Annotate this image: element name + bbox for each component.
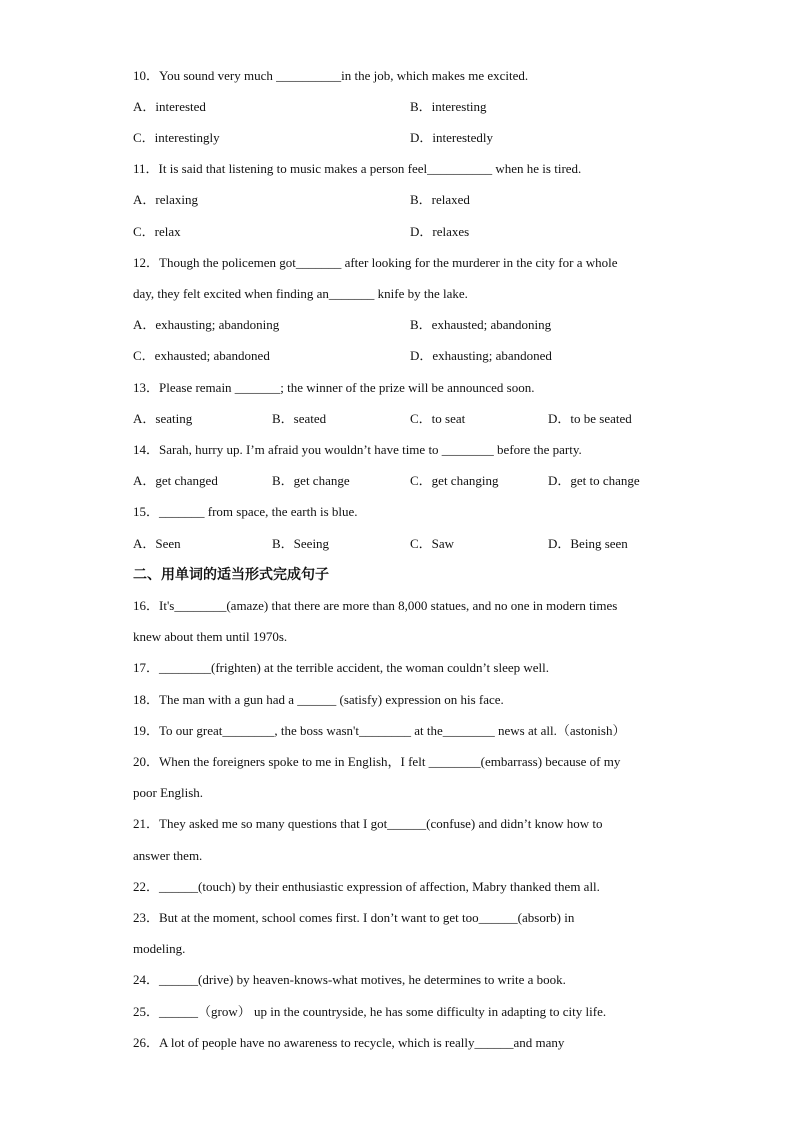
- q14-option-a: A．get changed: [133, 473, 218, 488]
- q11-option-d: D．relaxes: [410, 224, 470, 239]
- q11-option-c: C．relax: [133, 224, 181, 239]
- question-11: 11．It is said that listening to music makes a person feel__________ when he is tired.: [133, 161, 582, 176]
- question-14: 14．Sarah, hurry up. I’m afraid you wouldn’t have time to ________ before the party.: [133, 442, 582, 457]
- question-23-cont: modeling.: [133, 941, 186, 956]
- q11-option-a: A．relaxing: [133, 192, 198, 207]
- question-12-cont: day, they felt excited when finding an_______ knife by the lake.: [133, 286, 468, 301]
- q14-option-b: B．get change: [272, 473, 350, 488]
- q15-option-b: B．Seeing: [272, 536, 330, 551]
- q10-option-d: D．interestedly: [410, 130, 494, 145]
- section-2-heading: 二、用单词的适当形式完成句子: [133, 567, 329, 583]
- question-13: 13．Please remain _______; the winner of the prize will be announced soon.: [133, 380, 535, 395]
- question-19: 19．To our great________, the boss wasn't________ at the________ news at all.（astonish）: [133, 723, 626, 738]
- question-26: 26．A lot of people have no awareness to recycle, which is really______and many: [133, 1035, 565, 1050]
- q14-option-d: D．get to change: [548, 473, 640, 488]
- question-24: 24．______(drive) by heaven-knows-what motives, he determines to write a book.: [133, 972, 566, 987]
- q12-option-a: A．exhausting; abandoning: [133, 317, 280, 332]
- question-20: 20．When the foreigners spoke to me in English，I felt ________(embarrass) because of my: [133, 754, 621, 769]
- q11-option-b: B．relaxed: [410, 192, 470, 207]
- question-16: 16．It's________(amaze) that there are more than 8,000 statues, and no one in modern times: [133, 598, 618, 613]
- question-25: 25．______（grow） up in the countryside, he has some difficulty in adapting to city life.: [133, 1004, 607, 1019]
- question-12: 12．Though the policemen got_______ after looking for the murderer in the city for a whole: [133, 255, 618, 270]
- q13-option-b: B．seated: [272, 411, 327, 426]
- q15-option-c: C．Saw: [410, 536, 455, 551]
- q10-option-c: C．interestingly: [133, 130, 220, 145]
- q13-option-c: C．to seat: [410, 411, 466, 426]
- question-23: 23．But at the moment, school comes first. I don’t want to get too______(absorb) in: [133, 910, 575, 925]
- question-17: 17．________(frighten) at the terrible accident, the woman couldn’t sleep well.: [133, 660, 549, 675]
- question-22: 22．______(touch) by their enthusiastic expression of affection, Mabry thanked them all.: [133, 879, 600, 894]
- q12-option-d: D．exhausting; abandoned: [410, 348, 552, 363]
- q15-option-a: A．Seen: [133, 536, 181, 551]
- question-15: 15．_______ from space, the earth is blue.: [133, 504, 358, 519]
- question-20-cont: poor English.: [133, 785, 204, 800]
- question-18: 18．The man with a gun had a ______ (satisfy) expression on his face.: [133, 692, 504, 707]
- q12-option-c: C．exhausted; abandoned: [133, 348, 270, 363]
- q13-option-a: A．seating: [133, 411, 193, 426]
- q10-option-a: A．interested: [133, 99, 206, 114]
- q14-option-c: C．get changing: [410, 473, 499, 488]
- question-16-cont: knew about them until 1970s.: [133, 629, 288, 644]
- q13-option-d: D．to be seated: [548, 411, 632, 426]
- q12-option-b: B．exhausted; abandoning: [410, 317, 552, 332]
- question-21: 21．They asked me so many questions that I got______(confuse) and didn’t know how to: [133, 816, 603, 831]
- question-10: 10．You sound very much __________in the job, which makes me excited.: [133, 68, 529, 83]
- q15-option-d: D．Being seen: [548, 536, 628, 551]
- q10-option-b: B．interesting: [410, 99, 487, 114]
- question-21-cont: answer them.: [133, 848, 203, 863]
